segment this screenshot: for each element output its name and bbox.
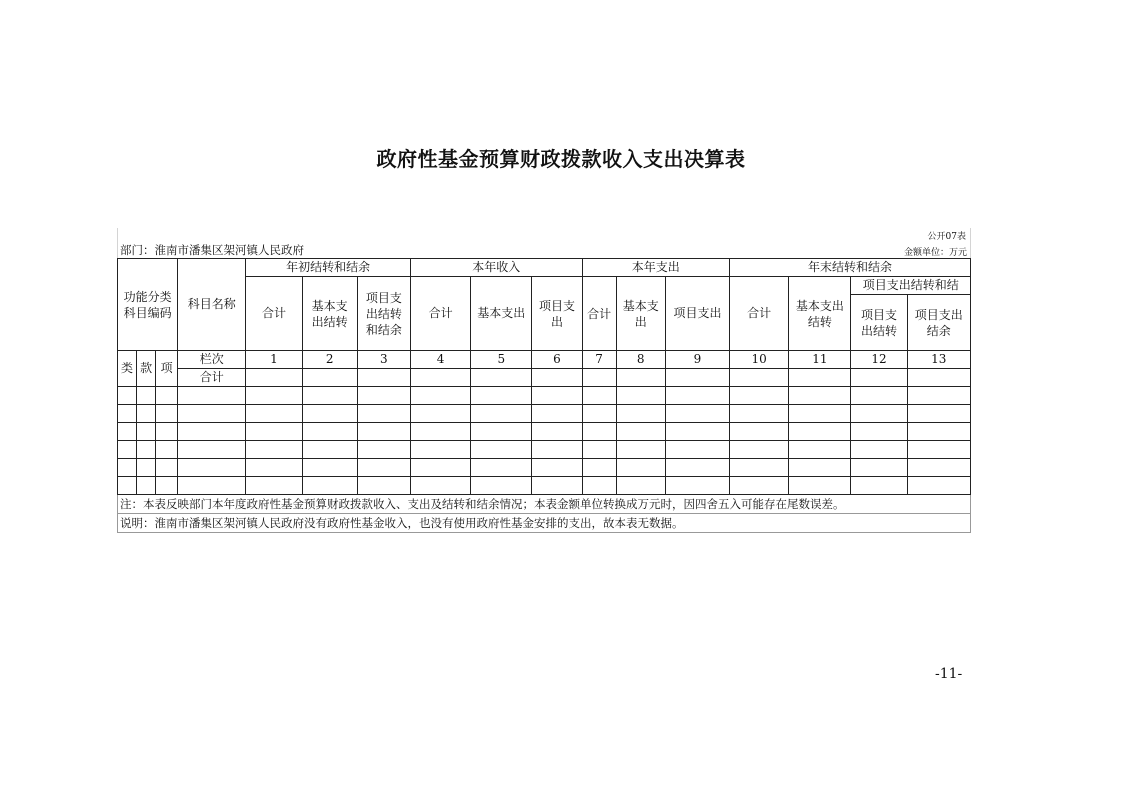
func-code-header: 功能分类科目编码 <box>118 259 178 351</box>
column-index-label: 栏次 <box>178 351 246 369</box>
table-cell <box>178 423 246 441</box>
table-cell <box>851 405 907 423</box>
table-cell <box>730 405 789 423</box>
table-cell <box>730 423 789 441</box>
table-code-line <box>117 228 971 242</box>
col-num: 5 <box>471 351 532 369</box>
table-cell <box>851 441 907 459</box>
table-cell <box>156 405 178 423</box>
table-cell <box>471 423 532 441</box>
table-cell <box>118 477 137 495</box>
table-cell <box>410 405 470 423</box>
empty-rows <box>118 387 971 495</box>
opening-basic-header: 基本支出结转 <box>302 277 357 351</box>
xiang-header: 项 <box>156 351 178 387</box>
expense-group-header: 本年支出 <box>582 259 730 277</box>
table-cell <box>582 459 616 477</box>
table-cell <box>665 423 729 441</box>
department-line <box>117 242 971 258</box>
table-cell <box>137 405 156 423</box>
table-cell <box>851 387 907 405</box>
table-cell <box>582 423 616 441</box>
table-cell <box>789 477 851 495</box>
table-cell <box>137 423 156 441</box>
table-cell <box>178 405 246 423</box>
col-num: 3 <box>357 351 410 369</box>
table-cell <box>616 477 665 495</box>
table-cell <box>137 459 156 477</box>
table-cell <box>246 459 302 477</box>
table-cell <box>532 477 582 495</box>
table-cell <box>665 441 729 459</box>
report-sheet <box>117 228 971 533</box>
table-cell <box>156 477 178 495</box>
table-cell <box>730 459 789 477</box>
table-cell <box>471 387 532 405</box>
table-cell <box>302 441 357 459</box>
budget-table <box>117 258 971 495</box>
col-num: 7 <box>582 351 616 369</box>
col-num: 8 <box>616 351 665 369</box>
table-cell <box>730 441 789 459</box>
table-cell <box>730 387 789 405</box>
table-cell <box>118 459 137 477</box>
table-cell <box>156 441 178 459</box>
closing-basic-header: 基本支出结转 <box>789 277 851 351</box>
table-cell <box>246 405 302 423</box>
table-cell <box>246 441 302 459</box>
table-row <box>118 387 971 405</box>
table-cell <box>471 441 532 459</box>
explanation: 说明：淮南市潘集区架河镇人民政府没有政府性基金收入，也没有使用政府性基金安排的支出，故本表无数据。 <box>117 514 971 533</box>
table-cell <box>730 477 789 495</box>
expense-total-header: 合计 <box>582 277 616 351</box>
table-cell <box>178 477 246 495</box>
table-cell <box>532 405 582 423</box>
table-cell <box>471 477 532 495</box>
table-cell <box>789 459 851 477</box>
table-cell <box>616 459 665 477</box>
table-cell <box>357 387 410 405</box>
table-cell <box>532 441 582 459</box>
table-cell <box>789 441 851 459</box>
header-row-2 <box>118 277 971 295</box>
table-row <box>118 459 971 477</box>
table-cell <box>582 441 616 459</box>
table-cell <box>357 459 410 477</box>
table-cell <box>118 387 137 405</box>
table-code: 公开07表 <box>927 232 966 242</box>
col-num: 2 <box>302 351 357 369</box>
department-label: 部门：淮南市潘集区架河镇人民政府 <box>120 243 304 257</box>
table-cell <box>582 477 616 495</box>
table-cell <box>851 477 907 495</box>
table-row <box>118 423 971 441</box>
table-cell <box>616 441 665 459</box>
table-cell <box>582 387 616 405</box>
col-num: 13 <box>907 351 970 369</box>
opening-group-header: 年初结转和结余 <box>246 259 411 277</box>
closing-project-group-header: 项目支出结转和结 <box>851 277 971 295</box>
subject-name-header: 科目名称 <box>178 259 246 351</box>
table-cell <box>302 423 357 441</box>
expense-basic-header: 基本支出 <box>616 277 665 351</box>
closing-group-header: 年末结转和结余 <box>730 259 971 277</box>
table-cell <box>789 405 851 423</box>
opening-total-header: 合计 <box>246 277 302 351</box>
table-cell <box>357 423 410 441</box>
col-num: 12 <box>851 351 907 369</box>
opening-project-header: 项目支出结转和结余 <box>357 277 410 351</box>
income-group-header: 本年收入 <box>410 259 582 277</box>
table-row <box>118 405 971 423</box>
income-project-header: 项目支出 <box>532 277 582 351</box>
table-cell <box>616 405 665 423</box>
table-cell <box>410 477 470 495</box>
table-cell <box>302 477 357 495</box>
col-num: 11 <box>789 351 851 369</box>
table-cell <box>410 387 470 405</box>
table-cell <box>302 459 357 477</box>
table-cell <box>357 441 410 459</box>
table-cell <box>789 387 851 405</box>
table-cell <box>616 387 665 405</box>
income-total-header: 合计 <box>410 277 470 351</box>
table-cell <box>302 387 357 405</box>
table-cell <box>907 441 970 459</box>
table-cell <box>532 387 582 405</box>
table-cell <box>156 387 178 405</box>
table-cell <box>907 423 970 441</box>
table-cell <box>156 459 178 477</box>
table-row <box>118 441 971 459</box>
table-row <box>118 477 971 495</box>
table-cell <box>665 405 729 423</box>
table-cell <box>616 423 665 441</box>
table-cell <box>471 405 532 423</box>
table-cell <box>178 441 246 459</box>
table-cell <box>246 387 302 405</box>
lei-header: 类 <box>118 351 137 387</box>
table-cell <box>118 423 137 441</box>
table-cell <box>302 405 357 423</box>
closing-total-header: 合计 <box>730 277 789 351</box>
table-cell <box>178 459 246 477</box>
table-cell <box>907 459 970 477</box>
table-cell <box>789 423 851 441</box>
table-cell <box>665 459 729 477</box>
table-cell <box>410 423 470 441</box>
footnote: 注：本表反映部门本年度政府性基金预算财政拨款收入、支出及结转和结余情况；本表金额单位转换成万元时，因四舍五入可能存在尾数误差。 <box>117 495 971 514</box>
table-cell <box>410 459 470 477</box>
expense-project-header: 项目支出 <box>665 277 729 351</box>
header-row-1 <box>118 259 971 277</box>
col-num: 9 <box>665 351 729 369</box>
col-num: 4 <box>410 351 470 369</box>
col-num: 6 <box>532 351 582 369</box>
closing-project-balance-header: 项目支出结余 <box>907 295 970 351</box>
table-cell <box>137 477 156 495</box>
closing-project-carry-header: 项目支出结转 <box>851 295 907 351</box>
table-cell <box>137 387 156 405</box>
col-num: 10 <box>730 351 789 369</box>
table-cell <box>851 423 907 441</box>
table-cell <box>582 405 616 423</box>
table-cell <box>851 459 907 477</box>
table-cell <box>410 441 470 459</box>
page-number: -11- <box>935 666 963 682</box>
unit-label: 金额单位：万元 <box>903 248 967 258</box>
table-cell <box>532 423 582 441</box>
table-cell <box>178 387 246 405</box>
table-cell <box>246 423 302 441</box>
table-cell <box>665 387 729 405</box>
column-index-row <box>118 351 971 369</box>
table-cell <box>156 423 178 441</box>
table-cell <box>907 387 970 405</box>
table-cell <box>118 441 137 459</box>
table-cell <box>471 459 532 477</box>
table-cell <box>357 405 410 423</box>
total-row <box>118 369 971 387</box>
table-cell <box>246 477 302 495</box>
col-num: 1 <box>246 351 302 369</box>
table-cell <box>907 477 970 495</box>
total-row-label: 合计 <box>178 369 246 387</box>
table-cell <box>357 477 410 495</box>
table-cell <box>907 405 970 423</box>
income-basic-header: 基本支出 <box>471 277 532 351</box>
kuan-header: 款 <box>137 351 156 387</box>
table-cell <box>532 459 582 477</box>
table-cell <box>118 405 137 423</box>
table-cell <box>137 441 156 459</box>
table-cell <box>665 477 729 495</box>
report-title: 政府性基金预算财政拨款收入支出决算表 <box>376 147 746 171</box>
